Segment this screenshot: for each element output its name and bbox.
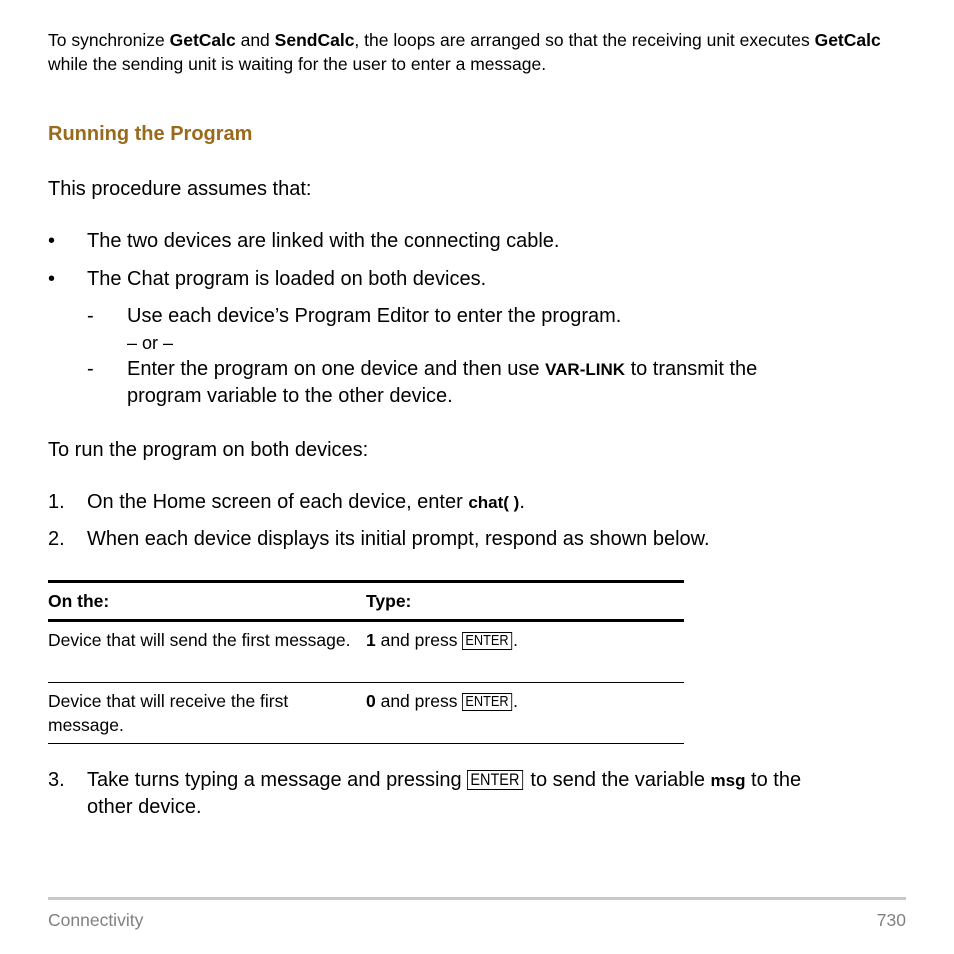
sendcalc-term: SendCalc [274,30,355,50]
type-cell [366,621,684,683]
getcalc-term: GetCalc [169,30,236,50]
step-3 [87,767,917,821]
step-number: 1. [48,491,65,513]
intro-text: and [235,30,275,50]
header-on-the: On the: [48,582,366,621]
step-text: other device. [87,796,202,818]
enter-key-icon: ENTER [467,770,523,790]
subitem-varlink [127,356,887,410]
run-intro: To run the program on both devices: [48,439,369,461]
bullet-cable: The two devices are linked with the connecting cable. [87,230,560,252]
or-separator: – or – [127,333,174,353]
subitem-text: Enter the program on one device and then use [127,358,546,380]
table-row [48,621,684,683]
msg-variable: msg [710,771,746,790]
enter-key-icon: ENTER [462,693,512,711]
assumes-text: This procedure assumes that: [48,178,312,200]
type-text: and press [375,691,463,711]
chat-command: chat( ) [468,493,520,512]
step-number: 2. [48,528,65,550]
type-cell [366,683,684,744]
page-number: 730 [876,910,906,930]
getcalc-term: GetCalc [814,30,881,50]
step-1 [87,489,525,516]
intro-text: , the loops are arranged so that the receiving unit executes [354,30,815,50]
footer-section: Connectivity [48,910,144,930]
dash: - [87,358,94,380]
subitem-editor: Use each device’s Program Editor to enter the program. [127,305,622,327]
footer-divider [48,897,906,900]
bullet: • [48,230,56,252]
step-text: to send the variable [524,769,711,791]
table-header-row [48,582,684,621]
type-text: . [513,630,519,650]
step-text: On the Home screen of each device, enter [87,491,469,513]
step-2: When each device displays its initial prompt, respond as shown below. [87,528,710,550]
type-value: 0 [366,691,376,711]
type-text: . [513,691,519,711]
device-cell: Device that will receive the first message. [48,683,366,744]
enter-key-icon: ENTER [462,632,512,650]
section-heading: Running the Program [48,123,253,145]
intro-text: To synchronize [48,30,170,50]
subitem-text: to transmit the [625,358,758,380]
device-cell: Device that will send the first message. [48,621,366,683]
step-number: 3. [48,769,65,791]
step-text: Take turns typing a message and pressing [87,769,468,791]
bullet: • [48,268,56,290]
intro-text: while the sending unit is waiting for the user to enter a message. [48,54,547,74]
subitem-text: program variable to the other device. [127,385,453,407]
type-text: and press [375,630,463,650]
header-type: Type: [366,582,684,621]
step-text: . [519,491,525,513]
response-table [48,580,684,744]
dash: - [87,305,94,327]
intro-paragraph [48,28,918,76]
type-value: 1 [366,630,376,650]
step-text: to the [745,769,802,791]
bullet-loaded: The Chat program is loaded on both devices. [87,268,487,290]
varlink-term: VAR-LINK [545,360,626,379]
table-row [48,683,684,744]
